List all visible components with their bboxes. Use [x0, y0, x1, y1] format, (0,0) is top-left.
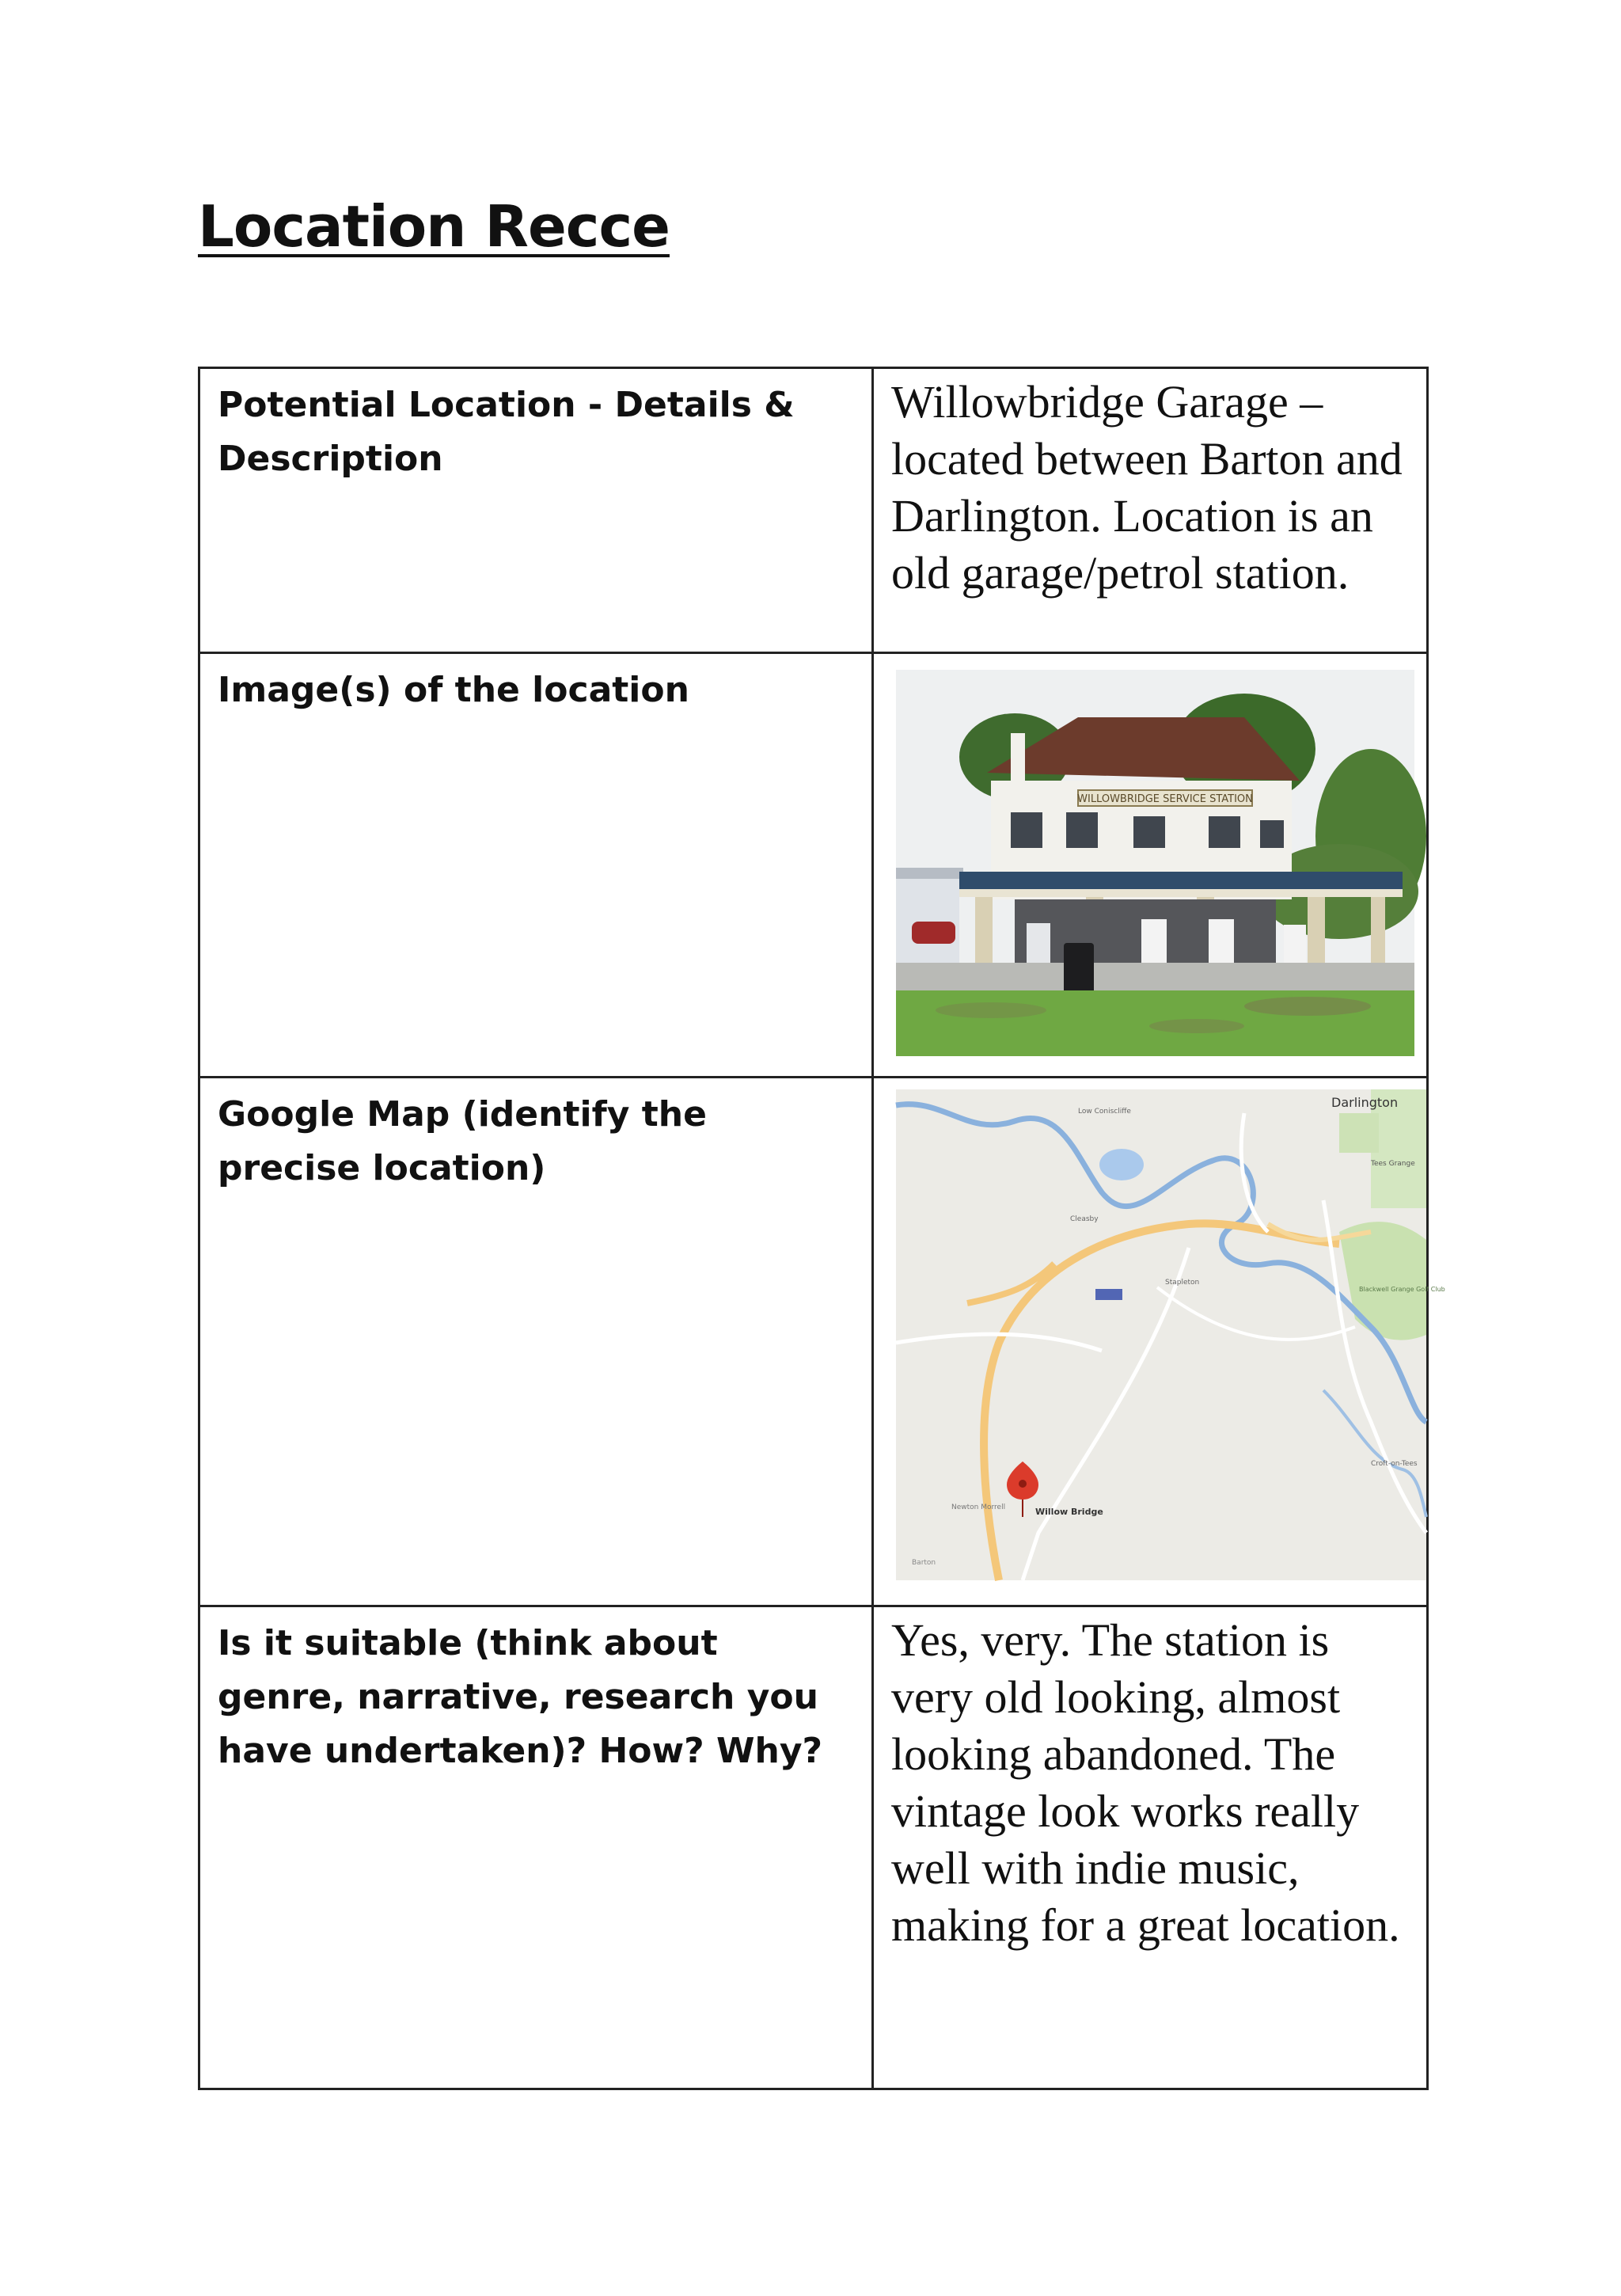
map-label-golf-club: Blackwell Grange Golf Club — [1359, 1286, 1445, 1293]
label-cell — [199, 1078, 873, 1606]
map-label-barton: Barton — [912, 1559, 936, 1567]
row-answer-suitability: Yes, very. The station is very old looking, almost looking abandoned. The vintage look works really well with indie music, making for a great location. — [891, 1614, 1400, 1951]
map-marker-label: Willow Bridge — [1035, 1507, 1103, 1517]
image-cell — [873, 653, 1428, 1078]
map-label-croft: Croft-on-Tees — [1371, 1460, 1418, 1468]
row-answer-details: Willowbridge Garage – located between Barton and Darlington. Location is an old garage/petrol station. — [891, 376, 1403, 599]
map-label-stapleton: Stapleton — [1165, 1279, 1200, 1287]
label-cell — [199, 653, 873, 1078]
map-label-newton-morrell: Newton Morrell — [951, 1503, 1006, 1511]
row-label-map: Google Map (identify the precise location) — [218, 1094, 707, 1188]
map-image — [896, 1089, 1445, 1580]
label-cell — [199, 368, 873, 653]
table-row — [199, 653, 1428, 1078]
row-label-details: Potential Location - Details & Description — [218, 385, 795, 479]
garage-photo — [896, 670, 1414, 1056]
row-label-images: Image(s) of the location — [218, 670, 689, 710]
table-row — [199, 368, 1428, 653]
answer-cell — [873, 368, 1428, 653]
map-label-tees-grange: Tees Grange — [1371, 1160, 1415, 1168]
map-label-cleasby: Cleasby — [1070, 1215, 1099, 1223]
map-label-darlington: Darlington — [1331, 1095, 1399, 1110]
row-label-suitability: Is it suitable (think about genre, narrative, research you have undertaken)? How? Why? — [218, 1623, 823, 1771]
table-row — [199, 1606, 1428, 2089]
table-row — [199, 1078, 1428, 1606]
label-cell — [199, 1606, 873, 2089]
answer-cell — [873, 1606, 1428, 2089]
map-label-low-coniscliffe: Low Coniscliffe — [1078, 1108, 1131, 1116]
page-title: Location Recce — [198, 193, 670, 260]
garage-sign: WILLOWBRIDGE SERVICE STATION — [1077, 793, 1253, 805]
recce-table — [198, 367, 1445, 2090]
map-cell — [873, 1078, 1445, 1606]
